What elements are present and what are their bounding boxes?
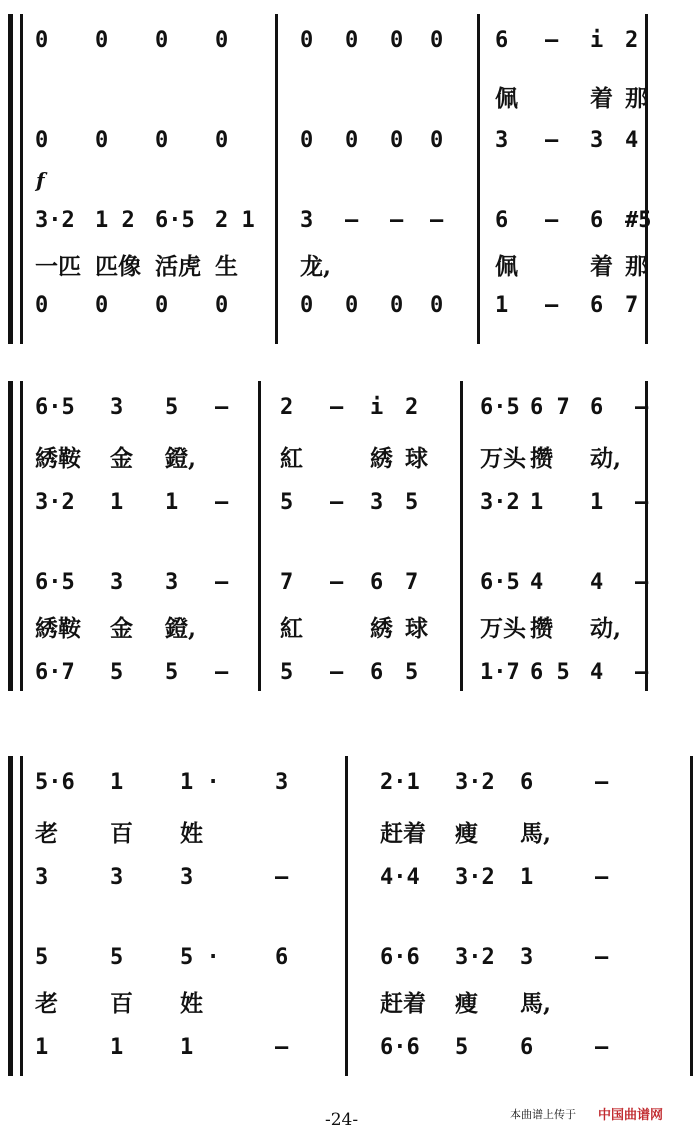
barline <box>477 14 480 344</box>
note-token: i <box>590 28 604 53</box>
lyric-text: 活虎 <box>155 253 201 280</box>
lyric-text: 万头 <box>480 615 526 642</box>
note-token: 6·5 <box>480 570 520 595</box>
note-token: – <box>635 570 649 595</box>
note-token: 5 · <box>180 945 220 970</box>
barline <box>645 381 648 691</box>
note-token: 2 1 <box>215 208 255 233</box>
barline <box>645 14 648 344</box>
note-token: 0 <box>95 128 109 153</box>
note-token: 1 <box>520 865 534 890</box>
note-token: – <box>595 945 609 970</box>
note-token: 1 <box>495 293 509 318</box>
note-token: – <box>430 208 444 233</box>
note-token: – <box>215 395 229 420</box>
note-token: 1 <box>165 490 179 515</box>
note-token: 3 <box>275 770 289 795</box>
lyric-text: 百 <box>110 820 133 847</box>
lyric-text: 万头 <box>480 445 526 472</box>
system-bracket <box>8 756 13 1076</box>
note-token: 1 <box>110 1035 124 1060</box>
note-token: 0 <box>430 128 444 153</box>
note-token: 3 <box>520 945 534 970</box>
note-token: – <box>545 28 559 53</box>
note-token: – <box>595 1035 609 1060</box>
note-token: 0 <box>95 293 109 318</box>
lyric-text: 馬, <box>520 990 552 1017</box>
note-token: 4 <box>590 660 604 685</box>
note-token: 5 <box>280 660 294 685</box>
note-token: 0 <box>35 293 49 318</box>
note-token: 3 <box>495 128 509 153</box>
note-token: 1 <box>180 1035 194 1060</box>
lyric-text: 老 <box>35 990 58 1017</box>
note-token: 5 <box>405 660 419 685</box>
lyric-text: 球 <box>405 615 428 642</box>
barline <box>460 381 463 691</box>
note-token: 3 <box>110 570 124 595</box>
note-token: 1 <box>590 490 604 515</box>
note-token: 5 <box>405 490 419 515</box>
note-token: 0 <box>300 28 314 53</box>
page-number: -24- <box>325 1110 359 1130</box>
note-token: 7 <box>280 570 294 595</box>
note-token: #5 <box>625 208 652 233</box>
note-token: 6 <box>590 293 604 318</box>
lyric-text: 瘦 <box>455 990 478 1017</box>
barline <box>275 14 278 344</box>
barline <box>690 756 693 1076</box>
lyric-text: 动, <box>590 615 622 642</box>
note-token: 0 <box>35 128 49 153</box>
note-token: – <box>595 770 609 795</box>
lyric-text: 生 <box>215 253 238 280</box>
note-token: 3 <box>180 865 194 890</box>
lyric-text: 綉鞍 <box>35 615 81 642</box>
note-token: 0 <box>390 128 404 153</box>
note-token: 3 <box>110 865 124 890</box>
note-token: 6·6 <box>380 945 420 970</box>
system-bracket <box>8 381 13 691</box>
note-token: 0 <box>215 28 229 53</box>
note-token: 1 <box>530 490 544 515</box>
note-token: – <box>330 395 344 420</box>
note-token: 5 <box>35 945 49 970</box>
note-token: – <box>545 293 559 318</box>
upload-credit: 本曲谱上传于 <box>510 1108 576 1121</box>
note-token: 0 <box>215 128 229 153</box>
lyric-text: 瘦 <box>455 820 478 847</box>
note-token: 4·4 <box>380 865 420 890</box>
note-token: – <box>635 660 649 685</box>
note-token: 3·2 <box>455 865 495 890</box>
note-token: 0 <box>215 293 229 318</box>
note-token: 1 <box>35 1035 49 1060</box>
note-token: – <box>215 660 229 685</box>
note-token: 5 <box>110 660 124 685</box>
note-token: 1 2 <box>95 208 135 233</box>
note-token: 1 <box>110 770 124 795</box>
note-token: 4 <box>590 570 604 595</box>
lyric-text: 姓 <box>180 990 203 1017</box>
dynamic-marking: f <box>36 168 45 192</box>
note-token: – <box>595 865 609 890</box>
note-token: 3 <box>110 395 124 420</box>
note-token: 1 · <box>180 770 220 795</box>
note-token: 0 <box>155 28 169 53</box>
lyric-text: 佩 <box>495 253 518 280</box>
note-token: 2 <box>625 28 639 53</box>
lyric-text: 紅 <box>280 615 303 642</box>
lyric-text: 攒 <box>530 615 553 642</box>
system-barline-start <box>20 14 23 344</box>
lyric-text: 匹像 <box>95 253 141 280</box>
note-token: 5 <box>455 1035 469 1060</box>
note-token: – <box>390 208 404 233</box>
note-token: – <box>275 1035 289 1060</box>
note-token: 6·7 <box>35 660 75 685</box>
note-token: – <box>330 490 344 515</box>
note-token: – <box>275 865 289 890</box>
note-token: 3 <box>165 570 179 595</box>
note-token: 7 <box>625 293 639 318</box>
note-token: 0 <box>390 28 404 53</box>
note-token: 3·2 <box>35 490 75 515</box>
note-token: – <box>215 570 229 595</box>
note-token: 5 <box>165 395 179 420</box>
note-token: – <box>545 208 559 233</box>
note-token: 3 <box>370 490 384 515</box>
note-token: 3·2 <box>480 490 520 515</box>
lyric-text: 赶着 <box>380 820 426 847</box>
lyric-text: 金 <box>110 615 133 642</box>
note-token: 2·1 <box>380 770 420 795</box>
note-token: 3 <box>35 865 49 890</box>
note-token: 6·5 <box>35 395 75 420</box>
note-token: 0 <box>95 28 109 53</box>
note-token: 6 <box>590 395 604 420</box>
note-token: 6·6 <box>380 1035 420 1060</box>
note-token: 6 5 <box>530 660 570 685</box>
lyric-text: 老 <box>35 820 58 847</box>
note-token: 0 <box>345 28 359 53</box>
lyric-text: 着 <box>590 85 613 112</box>
note-token: – <box>545 128 559 153</box>
note-token: 5 <box>280 490 294 515</box>
note-token: 6 <box>370 570 384 595</box>
note-token: 0 <box>300 128 314 153</box>
note-token: – <box>330 570 344 595</box>
lyric-text: 一匹 <box>35 253 81 280</box>
note-token: 1 <box>110 490 124 515</box>
note-token: 1·7 <box>480 660 520 685</box>
note-token: 3·2 <box>455 770 495 795</box>
note-token: – <box>345 208 359 233</box>
note-token: 0 <box>345 293 359 318</box>
barline <box>258 381 261 691</box>
note-token: 4 <box>625 128 639 153</box>
note-token: 6 <box>520 770 534 795</box>
note-token: 6 <box>370 660 384 685</box>
lyric-text: 赶着 <box>380 990 426 1017</box>
lyric-text: 着 <box>590 253 613 280</box>
note-token: 0 <box>345 128 359 153</box>
lyric-text: 金 <box>110 445 133 472</box>
note-token: – <box>635 490 649 515</box>
lyric-text: 龙, <box>300 253 332 280</box>
lyric-text: 动, <box>590 445 622 472</box>
site-logo: 中国曲谱网 <box>598 1108 664 1123</box>
note-token: 6 7 <box>530 395 570 420</box>
note-token: 0 <box>155 128 169 153</box>
barline <box>345 756 348 1076</box>
note-token: 0 <box>430 28 444 53</box>
lyric-text: 球 <box>405 445 428 472</box>
note-token: 6 <box>275 945 289 970</box>
system-barline-start <box>20 381 23 691</box>
lyric-text: 馬, <box>520 820 552 847</box>
note-token: 7 <box>405 570 419 595</box>
note-token: 0 <box>35 28 49 53</box>
note-token: – <box>330 660 344 685</box>
note-token: 6·5 <box>155 208 195 233</box>
note-token: 0 <box>390 293 404 318</box>
note-token: i <box>370 395 384 420</box>
note-token: 6 <box>495 208 509 233</box>
lyric-text: 鐙, <box>165 445 197 472</box>
note-token: – <box>635 395 649 420</box>
note-token: 6 <box>495 28 509 53</box>
lyric-text: 綉鞍 <box>35 445 81 472</box>
note-token: 0 <box>300 293 314 318</box>
lyric-text: 那 <box>625 85 648 112</box>
note-token: 0 <box>430 293 444 318</box>
lyric-text: 那 <box>625 253 648 280</box>
note-token: 0 <box>155 293 169 318</box>
lyric-text: 紅 <box>280 445 303 472</box>
note-token: 5 <box>110 945 124 970</box>
note-token: 2 <box>405 395 419 420</box>
system-barline-start <box>20 756 23 1076</box>
note-token: 4 <box>530 570 544 595</box>
lyric-text: 百 <box>110 990 133 1017</box>
note-token: 3 <box>300 208 314 233</box>
note-token: 5 <box>165 660 179 685</box>
note-token: 2 <box>280 395 294 420</box>
note-token: 5·6 <box>35 770 75 795</box>
note-token: 6·5 <box>480 395 520 420</box>
note-token: 6 <box>520 1035 534 1060</box>
lyric-text: 攒 <box>530 445 553 472</box>
lyric-text: 綉 <box>370 615 393 642</box>
note-token: 3 <box>590 128 604 153</box>
system-bracket <box>8 14 13 344</box>
note-token: 6·5 <box>35 570 75 595</box>
lyric-text: 綉 <box>370 445 393 472</box>
note-token: 6 <box>590 208 604 233</box>
note-token: – <box>215 490 229 515</box>
lyric-text: 佩 <box>495 85 518 112</box>
note-token: 3·2 <box>35 208 75 233</box>
lyric-text: 姓 <box>180 820 203 847</box>
note-token: 3·2 <box>455 945 495 970</box>
lyric-text: 鐙, <box>165 615 197 642</box>
